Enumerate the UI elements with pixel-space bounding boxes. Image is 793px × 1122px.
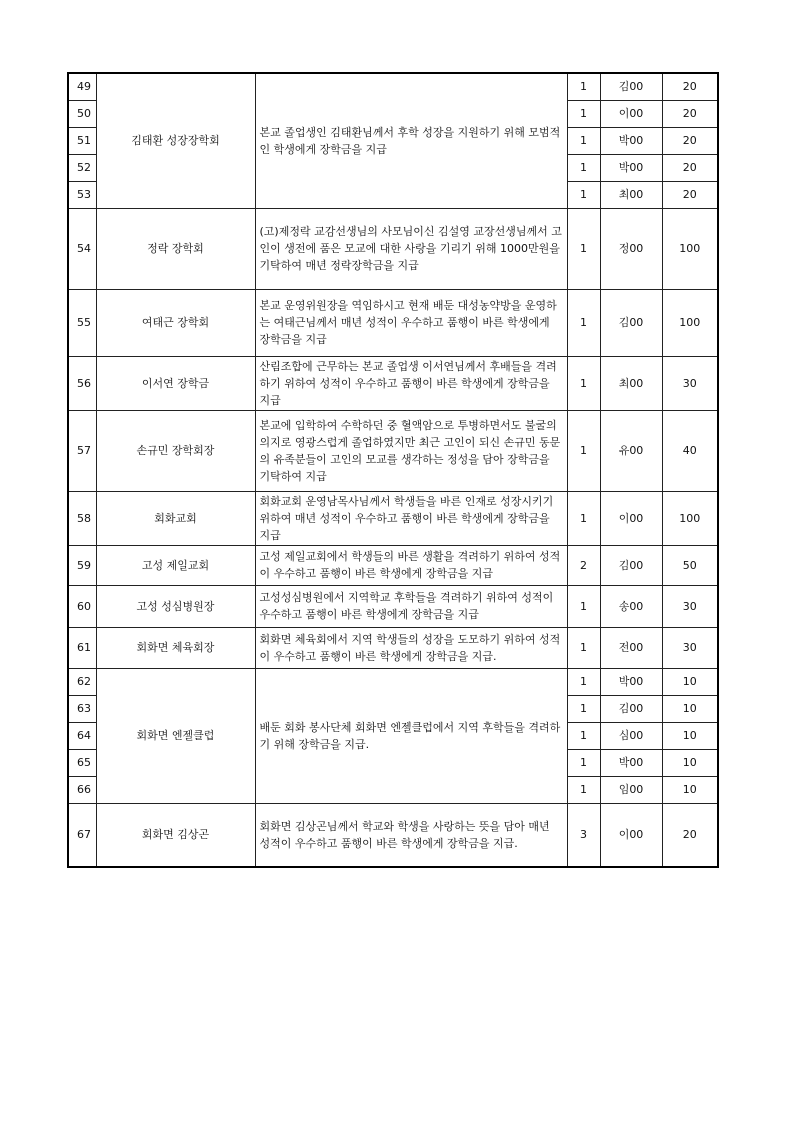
recipient-name: 김00 — [600, 695, 662, 722]
scholarship-amount: 10 — [662, 776, 718, 803]
recipient-count: 1 — [567, 356, 600, 410]
row-number: 63 — [68, 695, 96, 722]
row-number: 55 — [68, 289, 96, 356]
row-number: 49 — [68, 73, 96, 100]
scholarship-amount: 30 — [662, 356, 718, 410]
scholarship-name: 고성 성심병원장 — [96, 585, 255, 627]
recipient-count: 1 — [567, 585, 600, 627]
scholarship-amount: 10 — [662, 722, 718, 749]
recipient-name: 박00 — [600, 127, 662, 154]
scholarship-amount: 20 — [662, 181, 718, 208]
recipient-name: 이00 — [600, 803, 662, 867]
recipient-name: 송00 — [600, 585, 662, 627]
row-number: 57 — [68, 410, 96, 491]
recipient-name: 이00 — [600, 491, 662, 545]
recipient-count: 1 — [567, 208, 600, 289]
recipient-name: 김00 — [600, 289, 662, 356]
table-row — [68, 73, 718, 100]
recipient-count: 2 — [567, 545, 600, 585]
row-number: 50 — [68, 100, 96, 127]
scholarship-description: 본교 운영위원장을 역임하시고 현재 배둔 대성농약방을 운영하는 여태근님께서 매년 성적이 우수하고 품행이 바른 학생에게 장학금을 지급 — [255, 289, 567, 356]
scholarship-amount: 10 — [662, 695, 718, 722]
row-number: 56 — [68, 356, 96, 410]
row-number: 61 — [68, 627, 96, 668]
recipient-count: 1 — [567, 73, 600, 100]
recipient-name: 박00 — [600, 154, 662, 181]
scholarship-table — [67, 72, 719, 868]
recipient-name: 김00 — [600, 73, 662, 100]
scholarship-description: 배둔 회화 봉사단체 회화면 엔젤클럽에서 지역 후학들을 격려하기 위해 장학금을 지급. — [255, 668, 567, 803]
scholarship-amount: 40 — [662, 410, 718, 491]
row-number: 53 — [68, 181, 96, 208]
table-row — [68, 585, 718, 627]
recipient-count: 1 — [567, 722, 600, 749]
recipient-name: 박00 — [600, 749, 662, 776]
recipient-name: 전00 — [600, 627, 662, 668]
scholarship-amount: 10 — [662, 668, 718, 695]
recipient-count: 1 — [567, 491, 600, 545]
scholarship-description: 고성성심병원에서 지역학교 후학들을 격려하기 위하여 성적이 우수하고 품행이 바른 학생에게 장학금을 지급 — [255, 585, 567, 627]
recipient-count: 1 — [567, 749, 600, 776]
table-row — [68, 627, 718, 668]
recipient-count: 1 — [567, 776, 600, 803]
table-row — [68, 289, 718, 356]
recipient-name: 유00 — [600, 410, 662, 491]
scholarship-name: 고성 제일교회 — [96, 545, 255, 585]
scholarship-amount: 100 — [662, 289, 718, 356]
scholarship-amount: 50 — [662, 545, 718, 585]
recipient-name: 이00 — [600, 100, 662, 127]
scholarship-description: 산림조합에 근무하는 본교 졸업생 이서연님께서 후배들을 격려하기 위하여 성적이 우수하고 품행이 바른 학생에게 장학금을 지급 — [255, 356, 567, 410]
scholarship-name: 정락 장학회 — [96, 208, 255, 289]
scholarship-name: 김태환 성장장학회 — [96, 73, 255, 208]
row-number: 60 — [68, 585, 96, 627]
scholarship-description: 회화면 김상곤님께서 학교와 학생을 사랑하는 뜻을 담아 매년 성적이 우수하고 품행이 바른 학생에게 장학금을 지급. — [255, 803, 567, 867]
scholarship-amount: 20 — [662, 73, 718, 100]
table-row — [68, 491, 718, 545]
recipient-count: 1 — [567, 627, 600, 668]
recipient-count: 1 — [567, 181, 600, 208]
scholarship-amount: 100 — [662, 208, 718, 289]
recipient-name: 최00 — [600, 356, 662, 410]
recipient-name: 김00 — [600, 545, 662, 585]
scholarship-name: 회화교회 — [96, 491, 255, 545]
row-number: 65 — [68, 749, 96, 776]
recipient-count: 3 — [567, 803, 600, 867]
recipient-count: 1 — [567, 695, 600, 722]
recipient-count: 1 — [567, 410, 600, 491]
table-row — [68, 356, 718, 410]
table-row — [68, 410, 718, 491]
recipient-count: 1 — [567, 127, 600, 154]
recipient-name: 정00 — [600, 208, 662, 289]
scholarship-amount: 30 — [662, 627, 718, 668]
recipient-count: 1 — [567, 100, 600, 127]
table-row — [68, 545, 718, 585]
scholarship-name: 손규민 장학회장 — [96, 410, 255, 491]
scholarship-amount: 10 — [662, 749, 718, 776]
scholarship-description: 본교 졸업생인 김태환님께서 후학 성장을 지원하기 위해 모범적인 학생에게 장학금을 지급 — [255, 73, 567, 208]
row-number: 54 — [68, 208, 96, 289]
row-number: 66 — [68, 776, 96, 803]
scholarship-amount: 20 — [662, 127, 718, 154]
scholarship-description: 회화교회 운영남목사님께서 학생들을 바른 인재로 성장시키기 위하여 매년 성적이 우수하고 품행이 바른 학생에게 장학금을 지급 — [255, 491, 567, 545]
table-row — [68, 803, 718, 867]
scholarship-amount: 30 — [662, 585, 718, 627]
row-number: 58 — [68, 491, 96, 545]
row-number: 51 — [68, 127, 96, 154]
scholarship-name: 회화면 김상곤 — [96, 803, 255, 867]
scholarship-name: 회화면 엔젤클럽 — [96, 668, 255, 803]
scholarship-amount: 20 — [662, 100, 718, 127]
row-number: 62 — [68, 668, 96, 695]
recipient-count: 1 — [567, 154, 600, 181]
table-row — [68, 208, 718, 289]
recipient-name: 박00 — [600, 668, 662, 695]
recipient-name: 임00 — [600, 776, 662, 803]
recipient-name: 최00 — [600, 181, 662, 208]
scholarship-amount: 100 — [662, 491, 718, 545]
table-row — [68, 668, 718, 695]
scholarship-description: 회화면 체육회에서 지역 학생들의 성장을 도모하기 위하여 성적이 우수하고 품행이 바른 학생에게 장학금을 지급. — [255, 627, 567, 668]
recipient-count: 1 — [567, 668, 600, 695]
scholarship-description: 본교에 입학하여 수학하던 중 혈액암으로 투병하면서도 불굴의 의지로 영광스럽게 졸업하였지만 최근 고인이 되신 손규민 동문의 유족분들이 고인의 모교를 생각하는 정성을 담아 장학금을 기탁하여 지급 — [255, 410, 567, 491]
row-number: 52 — [68, 154, 96, 181]
scholarship-amount: 20 — [662, 154, 718, 181]
scholarship-description: (고)제정락 교감선생님의 사모님이신 김설영 교장선생님께서 고인이 생전에 품은 모교에 대한 사랑을 기리기 위해 1000만원을 기탁하여 매년 정락장학금을 지급 — [255, 208, 567, 289]
scholarship-amount: 20 — [662, 803, 718, 867]
row-number: 59 — [68, 545, 96, 585]
scholarship-name: 여태근 장학회 — [96, 289, 255, 356]
scholarship-name: 회화면 체육회장 — [96, 627, 255, 668]
row-number: 64 — [68, 722, 96, 749]
scholarship-name: 이서연 장학금 — [96, 356, 255, 410]
scholarship-description: 고성 제일교회에서 학생들의 바른 생활을 격려하기 위하여 성적이 우수하고 품행이 바른 학생에게 장학금을 지급 — [255, 545, 567, 585]
recipient-name: 심00 — [600, 722, 662, 749]
recipient-count: 1 — [567, 289, 600, 356]
row-number: 67 — [68, 803, 96, 867]
